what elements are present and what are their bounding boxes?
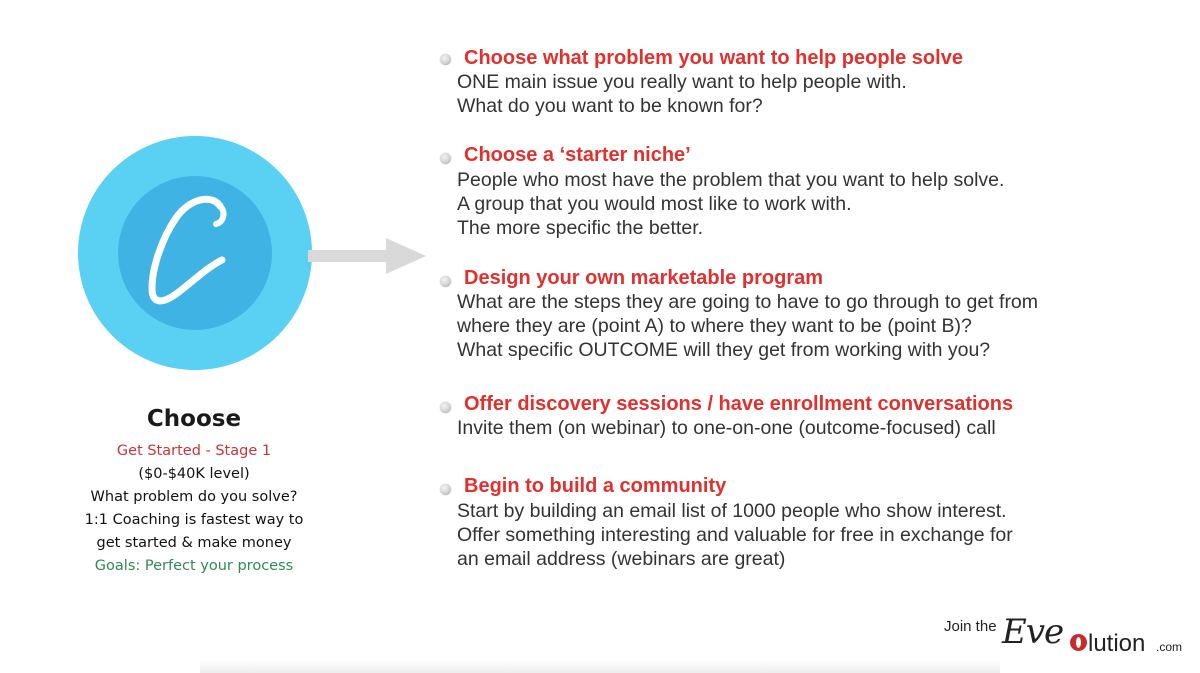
stage-coaching-line-1: 1:1 Coaching is fastest way to — [84, 512, 304, 528]
brand-o-icon — [1070, 634, 1087, 651]
choose-logo — [78, 136, 312, 370]
step-heading: Offer discovery sessions / have enrollment conversations — [464, 393, 1014, 415]
stage-title: Choose — [146, 406, 242, 432]
bullet-dot-icon — [440, 484, 451, 495]
step-body-line: What specific OUTCOME will they get from working with you? — [457, 339, 991, 361]
step-body-line: A group that you would most like to work with. — [457, 193, 852, 215]
bullet-dot-icon — [440, 276, 451, 287]
step-body-line: where they are (point A) to where they want to be (point B)? — [457, 315, 972, 337]
step-body-line: People who most have the problem that you want to help solve. — [457, 169, 1005, 191]
step-body-line: Start by building an email list of 1000 people who show interest. — [457, 500, 1007, 522]
step-heading: Design your own marketable program — [464, 267, 823, 289]
script-c-icon — [118, 176, 272, 330]
bullet-dot-icon — [440, 402, 451, 413]
step-body-line: Invite them (on webinar) to one-on-one (outcome-focused) call — [457, 417, 996, 439]
brand-com-text: .com — [1156, 640, 1183, 654]
stage-card — [60, 406, 328, 578]
bullet-dot-icon — [440, 153, 451, 164]
step-heading: Begin to build a community — [464, 475, 727, 497]
stage-coaching-line-2: get started & make money — [96, 535, 292, 551]
step-body-line: ONE main issue you really want to help people with. — [457, 71, 907, 93]
slide-bottom-shadow — [200, 660, 1000, 673]
brand-eve-text: Eve — [1002, 612, 1064, 652]
brand-lution-text: lution — [1088, 630, 1146, 657]
stage-level: ($0-$40K level) — [138, 466, 250, 482]
step-heading: Choose a ‘starter niche’ — [464, 144, 691, 166]
step-body-line: The more specific the better. — [457, 217, 704, 239]
stage-question: What problem do you solve? — [90, 489, 298, 505]
brand-join-text: Join the — [944, 618, 997, 635]
step-heading: Choose what problem you want to help people solve — [464, 47, 963, 69]
logo-inner-circle — [118, 176, 272, 330]
stage-subtitle: Get Started - Stage 1 — [116, 443, 272, 459]
brand-logo — [944, 612, 1184, 664]
stage-goals: Goals: Perfect your process — [94, 558, 294, 574]
bullet-dot-icon — [440, 54, 451, 65]
step-body-line: an email address (webinars are great) — [457, 548, 786, 570]
step-body-line: What do you want to be known for? — [457, 95, 763, 117]
right-arrow-icon — [308, 236, 428, 276]
step-body-line: What are the steps they are going to have to go through to get from — [457, 291, 1039, 313]
step-body-line: Offer something interesting and valuable for free in exchange for — [457, 524, 1013, 546]
